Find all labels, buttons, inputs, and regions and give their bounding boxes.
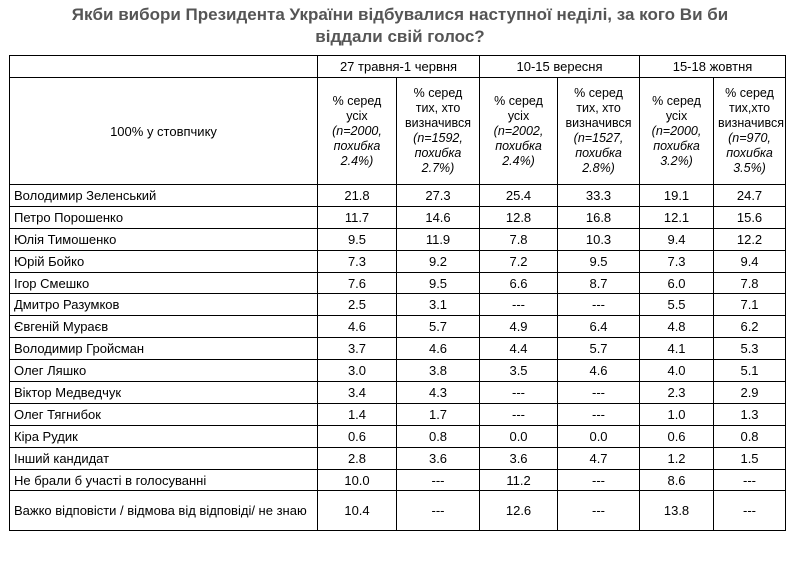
value-cell: 7.1 (714, 294, 786, 316)
candidate-name: Юрій Бойко (10, 250, 318, 272)
column-header-title: % серед усіх (494, 93, 543, 123)
candidate-name: Петро Порошенко (10, 206, 318, 228)
value-cell: 14.6 (397, 206, 480, 228)
value-cell: 6.0 (640, 272, 714, 294)
value-cell: 1.3 (714, 403, 786, 425)
value-cell: 11.2 (480, 469, 558, 491)
value-cell: 3.7 (318, 338, 397, 360)
candidate-name: Олег Ляшко (10, 360, 318, 382)
value-cell: --- (558, 382, 640, 404)
value-cell: 0.0 (480, 425, 558, 447)
candidate-name: Інший кандидат (10, 447, 318, 469)
value-cell: 4.0 (640, 360, 714, 382)
value-cell: 3.6 (397, 447, 480, 469)
value-cell: 15.6 (714, 206, 786, 228)
value-cell: 10.0 (318, 469, 397, 491)
candidate-name: Володимир Зеленський (10, 185, 318, 207)
value-cell: 7.8 (714, 272, 786, 294)
value-cell: --- (480, 403, 558, 425)
table-row (10, 206, 786, 228)
value-cell: 21.8 (318, 185, 397, 207)
value-cell: 7.3 (640, 250, 714, 272)
column-header (714, 78, 786, 185)
value-cell: 7.2 (480, 250, 558, 272)
column-header-note: (n=1592, похибка 2.7%) (413, 131, 463, 175)
value-cell: --- (714, 469, 786, 491)
value-cell: 4.3 (397, 382, 480, 404)
value-cell: --- (480, 382, 558, 404)
value-cell: 27.3 (397, 185, 480, 207)
value-cell: 8.7 (558, 272, 640, 294)
value-cell: 19.1 (640, 185, 714, 207)
column-header-note: (n=1527, похибка 2.8%) (573, 131, 624, 175)
value-cell: 9.4 (714, 250, 786, 272)
value-cell: 13.8 (640, 491, 714, 531)
candidate-name: Віктор Медведчук (10, 382, 318, 404)
table-row (10, 491, 786, 531)
empty-corner-cell (10, 56, 318, 78)
candidate-name: Олег Тягнибок (10, 403, 318, 425)
value-cell: 2.9 (714, 382, 786, 404)
value-cell: 9.5 (397, 272, 480, 294)
value-cell: 4.6 (318, 316, 397, 338)
value-cell: 4.6 (397, 338, 480, 360)
page-title: Якби вибори Президента України відбувалися наступної неділі, за кого Ви би віддали свій голос? (71, 5, 729, 46)
column-header-title: % серед усіх (652, 93, 701, 123)
table-row (10, 272, 786, 294)
value-cell: 0.6 (640, 425, 714, 447)
value-cell: 0.6 (318, 425, 397, 447)
value-cell: 5.1 (714, 360, 786, 382)
column-header (558, 78, 640, 185)
value-cell: 9.4 (640, 228, 714, 250)
value-cell: 1.0 (640, 403, 714, 425)
column-header-title: % серед усіх (332, 93, 382, 123)
value-cell: 7.6 (318, 272, 397, 294)
value-cell: --- (714, 491, 786, 531)
column-header (397, 78, 480, 185)
value-cell: 12.6 (480, 491, 558, 531)
value-cell: --- (480, 294, 558, 316)
candidate-name: Євгеній Мураєв (10, 316, 318, 338)
value-cell: --- (558, 491, 640, 531)
value-cell: 12.8 (480, 206, 558, 228)
value-cell: 7.3 (318, 250, 397, 272)
value-cell: 9.5 (558, 250, 640, 272)
period-header: 15-18 жовтня (640, 56, 786, 78)
table-row (10, 425, 786, 447)
column-header (480, 78, 558, 185)
value-cell: 11.7 (318, 206, 397, 228)
column-header-title: % серед тих,хто визначився (718, 86, 784, 130)
value-cell: 1.5 (714, 447, 786, 469)
value-cell: 9.2 (397, 250, 480, 272)
value-cell: 2.8 (318, 447, 397, 469)
column-header-note: (n=2000, похибка 3.2%) (651, 123, 702, 168)
value-cell: 6.2 (714, 316, 786, 338)
table-row (10, 338, 786, 360)
column-header-note: (n=2002, похибка 2.4%) (493, 123, 544, 168)
value-cell: 24.7 (714, 185, 786, 207)
candidate-name: Юлія Тимошенко (10, 228, 318, 250)
value-cell: 11.9 (397, 228, 480, 250)
table-row (10, 360, 786, 382)
value-cell: 16.8 (558, 206, 640, 228)
value-cell: --- (558, 469, 640, 491)
value-cell: 12.1 (640, 206, 714, 228)
value-cell: 6.6 (480, 272, 558, 294)
value-cell: 0.8 (714, 425, 786, 447)
value-cell: 33.3 (558, 185, 640, 207)
table-row (10, 316, 786, 338)
candidate-name: Володимир Гройсман (10, 338, 318, 360)
candidate-name: Важко відповісти / відмова від відповіді/ не знаю (10, 491, 318, 531)
period-header-row (10, 56, 786, 78)
value-cell: 4.1 (640, 338, 714, 360)
value-cell: 4.6 (558, 360, 640, 382)
value-cell: 1.2 (640, 447, 714, 469)
column-header-title: % серед тих, хто визначився (405, 86, 471, 130)
candidate-name: Кіра Рудик (10, 425, 318, 447)
value-cell: 10.4 (318, 491, 397, 531)
table-row (10, 469, 786, 491)
value-cell: 3.1 (397, 294, 480, 316)
value-cell: --- (397, 469, 480, 491)
value-cell: 6.4 (558, 316, 640, 338)
value-cell: 1.4 (318, 403, 397, 425)
value-cell: 4.4 (480, 338, 558, 360)
value-cell: 5.3 (714, 338, 786, 360)
value-cell: 3.0 (318, 360, 397, 382)
value-cell: 5.7 (397, 316, 480, 338)
column-header-note: (n=970, похибка 3.5%) (726, 131, 773, 175)
value-cell: 7.8 (480, 228, 558, 250)
column-header (318, 78, 397, 185)
value-cell: 5.5 (640, 294, 714, 316)
value-cell: 3.8 (397, 360, 480, 382)
column-header (640, 78, 714, 185)
value-cell: --- (397, 491, 480, 531)
period-header: 10-15 вересня (480, 56, 640, 78)
candidate-name: Дмитро Разумков (10, 294, 318, 316)
value-cell: 5.7 (558, 338, 640, 360)
value-cell: 0.8 (397, 425, 480, 447)
table-row (10, 228, 786, 250)
table-row (10, 403, 786, 425)
value-cell: 1.7 (397, 403, 480, 425)
value-cell: 2.3 (640, 382, 714, 404)
value-cell: 3.4 (318, 382, 397, 404)
candidate-name: Ігор Смешко (10, 272, 318, 294)
value-cell: 12.2 (714, 228, 786, 250)
value-cell: 0.0 (558, 425, 640, 447)
value-cell: 4.7 (558, 447, 640, 469)
value-cell: 4.9 (480, 316, 558, 338)
value-cell: 8.6 (640, 469, 714, 491)
table-row (10, 382, 786, 404)
table-row (10, 250, 786, 272)
value-cell: 3.5 (480, 360, 558, 382)
value-cell: 2.5 (318, 294, 397, 316)
value-cell: 9.5 (318, 228, 397, 250)
value-cell: 4.8 (640, 316, 714, 338)
candidate-name: Не брали б участі в голосуванні (10, 469, 318, 491)
column-header-label: 100% у стовпчику (10, 78, 318, 185)
column-header-title: % серед тих, хто визначився (565, 86, 632, 130)
table-row (10, 294, 786, 316)
value-cell: --- (558, 403, 640, 425)
value-cell: --- (558, 294, 640, 316)
poll-table (9, 55, 786, 531)
table-row (10, 447, 786, 469)
value-cell: 3.6 (480, 447, 558, 469)
table-row (10, 185, 786, 207)
period-header: 27 травня-1 червня (318, 56, 480, 78)
table-body (10, 185, 786, 531)
value-cell: 25.4 (480, 185, 558, 207)
column-header-row (10, 78, 786, 185)
value-cell: 10.3 (558, 228, 640, 250)
column-header-note: (n=2000, похибка 2.4%) (332, 123, 382, 168)
